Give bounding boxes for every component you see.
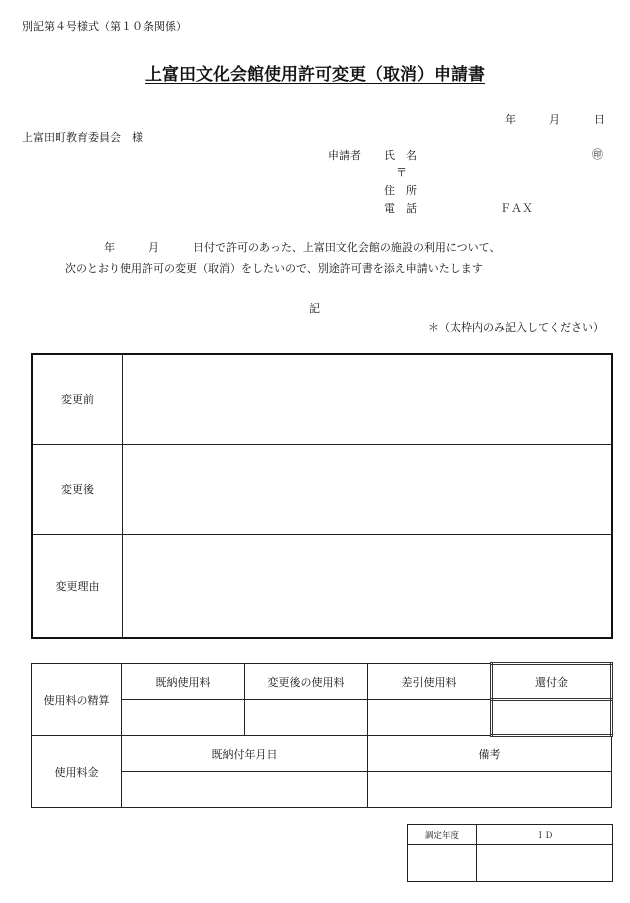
change-after-field[interactable]	[123, 444, 613, 534]
date-month-label: 月	[549, 113, 560, 126]
remarks-header: 備考	[368, 736, 612, 772]
postal-mark: 〒	[396, 166, 407, 179]
change-reason-label: 変更理由	[32, 534, 123, 638]
id-header: ＩＤ	[477, 825, 613, 845]
paid-date-field[interactable]	[122, 772, 368, 808]
settlement-label: 使用料の精算	[32, 664, 122, 736]
table-row	[408, 825, 613, 845]
after-fee-field[interactable]	[245, 700, 368, 736]
applicant-address-label: 住 所	[384, 184, 417, 197]
id-field[interactable]	[477, 845, 613, 882]
seal-icon: ㊞	[592, 148, 603, 161]
fee-label: 使用料金	[32, 736, 122, 808]
assessment-year-field[interactable]	[408, 845, 477, 882]
after-fee-header: 変更後の使用料	[245, 664, 368, 700]
table-row	[32, 664, 612, 700]
diff-fee-header: 差引使用料	[368, 664, 492, 700]
page-title: 上富田文化会館使用許可変更（取消）申請書	[145, 65, 485, 85]
paid-fee-field[interactable]	[122, 700, 245, 736]
change-after-label: 変更後	[32, 444, 123, 534]
body-month: 月	[148, 241, 159, 254]
refund-field[interactable]	[492, 700, 612, 736]
remarks-field[interactable]	[368, 772, 612, 808]
table-row	[32, 444, 612, 534]
diff-fee-field[interactable]	[368, 700, 492, 736]
paid-fee-header: 既納使用料	[122, 664, 245, 700]
table-row	[32, 736, 612, 772]
form-number: 別記第４号様式（第１０条関係）	[22, 20, 187, 33]
ki-label: 記	[309, 302, 320, 315]
change-before-field[interactable]	[123, 354, 613, 444]
fee-table	[31, 662, 613, 808]
change-before-label: 変更前	[32, 354, 123, 444]
table-row	[408, 845, 613, 882]
applicant-label: 申請者	[328, 149, 361, 162]
body-line2: 次のとおり使用許可の変更（取消）をしたいので、別途許可書を添え申請いたします	[65, 262, 483, 275]
date-year-label: 年	[505, 113, 516, 126]
change-reason-field[interactable]	[123, 534, 613, 638]
fill-note: ＊（太枠内のみ記入してください）	[428, 321, 604, 334]
addressee: 上富田町教育委員会 様	[22, 131, 143, 144]
office-use-table	[407, 824, 613, 882]
paid-date-header: 既納付年月日	[122, 736, 368, 772]
change-table	[31, 353, 613, 639]
applicant-phone-label: 電 話	[384, 202, 417, 215]
table-row	[32, 534, 612, 638]
table-row	[32, 354, 612, 444]
refund-header: 還付金	[492, 664, 612, 700]
applicant-fax-label: ＦＡＸ	[500, 202, 533, 215]
assessment-year-header: 調定年度	[408, 825, 477, 845]
body-year: 年	[104, 241, 115, 254]
date-day-label: 日	[594, 113, 605, 126]
applicant-name-label: 氏 名	[384, 149, 417, 162]
body-line1: 日付で許可のあった、上富田文化会館の施設の利用について、	[193, 241, 501, 254]
